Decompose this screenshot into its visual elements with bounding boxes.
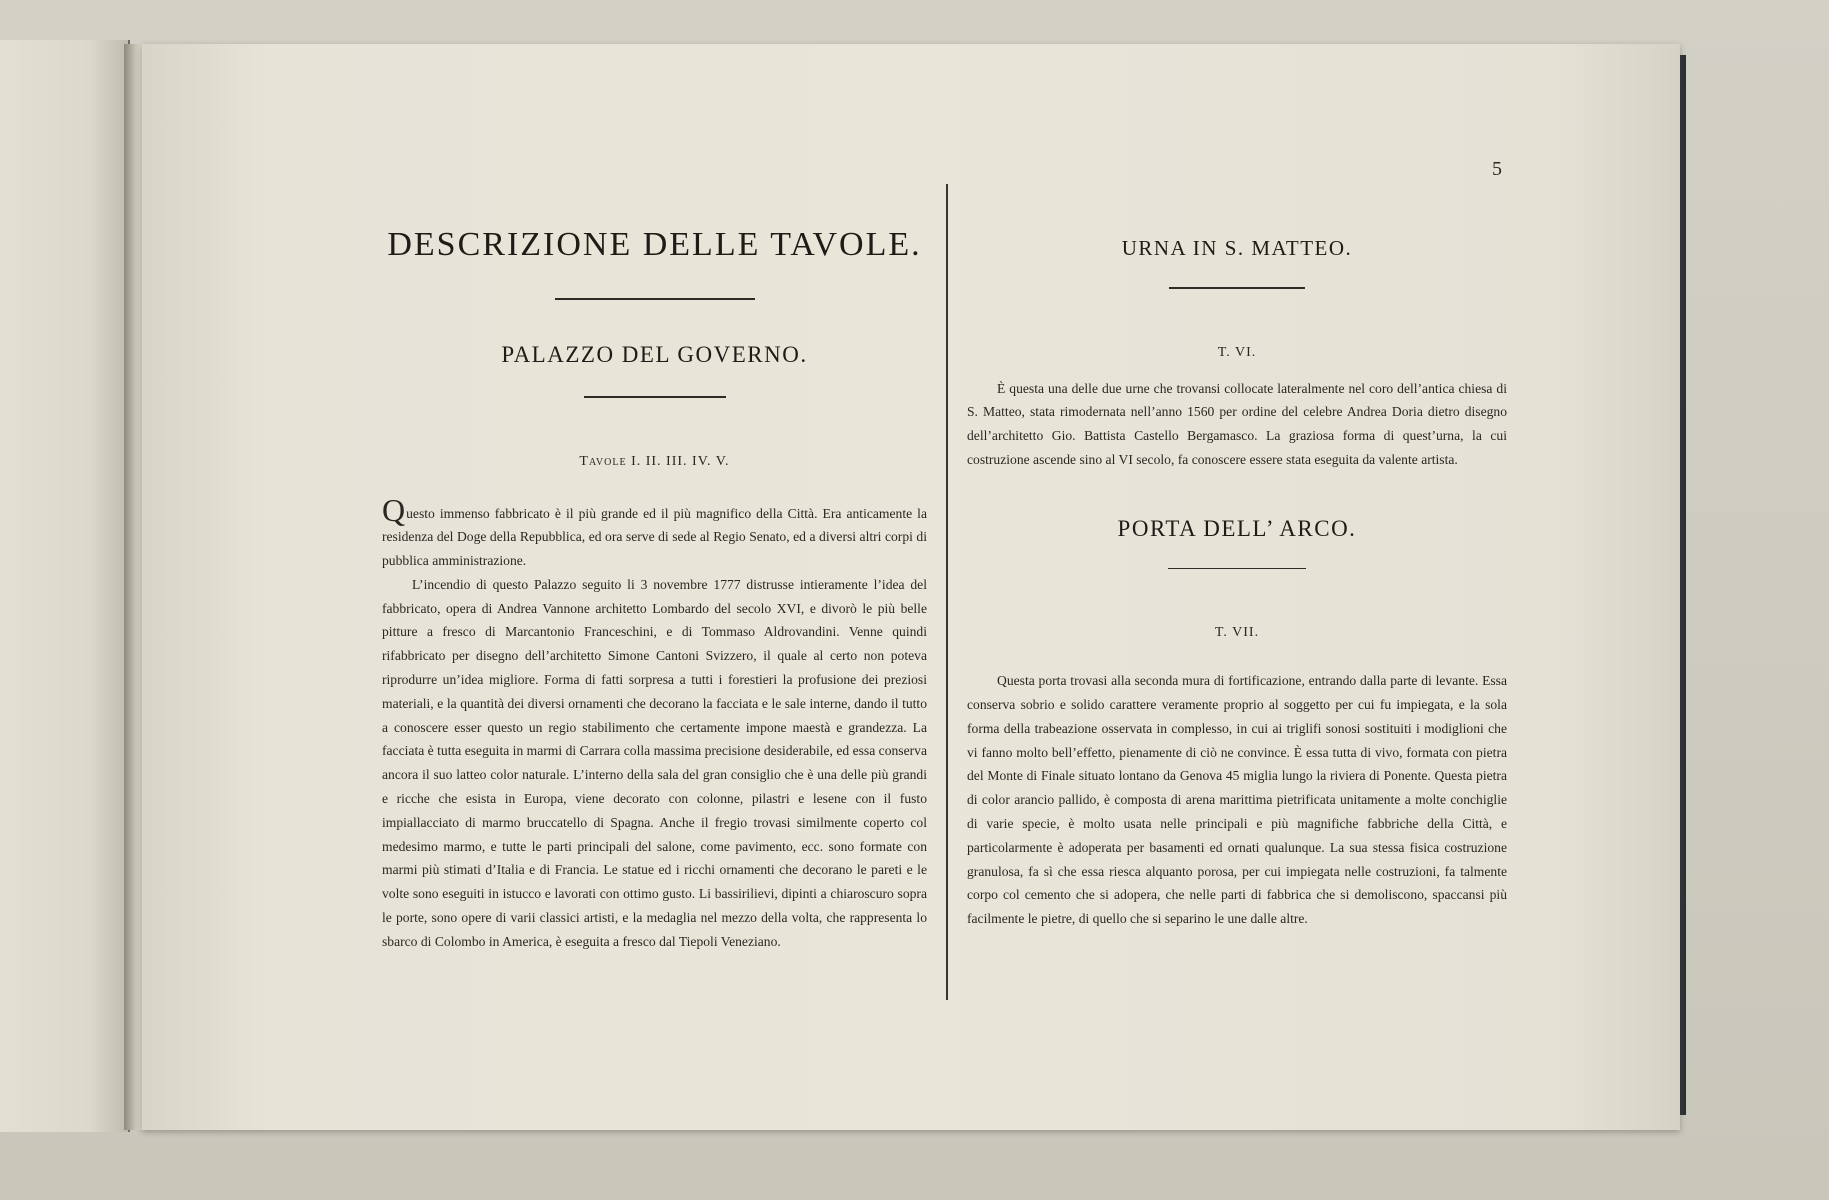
title-rule (555, 298, 755, 300)
section-rule-urna (1169, 287, 1305, 289)
section-rule-porta (1168, 568, 1306, 570)
paragraph-palazzo-1 (382, 491, 927, 573)
paragraph-porta: Questa porta trovasi alla seconda mura di fortificazione, entrando dalla parte di levante. Essa conserva sobrio e solido carattere veramente proprio al soggetto per cui fu impiegata, e la sola forma della trabeazione osservata in complesso, in cui ai triglifi sonosi sostituiti i modiglioni che vi fanno molto bell’effetto, pienamente di ciò ne convince. È essa tutta di vivo, formata con pietra del Monte di Finale situato lontano da Genova 45 miglia lungo la riviera di Ponente. Questa pietra di color arancio pallido, è composta di arena marittima pietrificata unitamente a molte conchiglie di varie specie, è molto usata nelle principali e più magnifiche fabbriche della Città, e particolarmente è adoperata per basamenti ed ornati qualunque. La sua stessa fisica costruzione granulosa, fa sì che essa riesca alquanto porosa, per cui impiegata nelle costruzioni, fa talmente corpo col cemento che si adopera, che nelle parti di fabbrica che si demoliscono, spaccansi più facilmente le pietre, di quello che si separino le une dalle altre. (967, 673, 1507, 927)
plates-heading-text: Tavole I. II. III. IV. V. (579, 453, 730, 469)
drop-cap: Q (382, 491, 406, 528)
page-number: 5 (1492, 158, 1502, 180)
book-gutter (124, 44, 144, 1130)
paragraph-urna: È questa una delle due urne che trovansi collocate lateralmente nel coro dell’antica chiesa di S. Matteo, stata rimodernata nell’anno 1560 per ordine del celebre Andrea Doria dietro disegno dell’architetto Gio. Battista Castello Bergamasco. La graziosa forma di quest’urna, la cui costruzione ascende sino al VI secolo, fa conoscere essere stata eseguita da valente artista. (967, 380, 1507, 467)
section-title-porta: PORTA DELL’ ARCO. (1117, 515, 1357, 541)
paragraph-palazzo-1-text: uesto immenso fabbricato è il più grande ed il più magnifico della Città. Era anticamente la residenza del Doge della Repubblica, ed ora serve di sede al Regio Senato, ed a diversi altri corpi di pubblica amministrazione. (382, 505, 927, 569)
right-column (967, 184, 1507, 931)
section-rule-palazzo (584, 396, 726, 398)
page-title: DESCRIZIONE DELLE TAVOLE. (387, 226, 922, 263)
book-page (142, 44, 1680, 1130)
section-title-urna: URNA IN S. MATTEO. (1121, 236, 1353, 260)
left-column (382, 184, 927, 954)
plate-heading-vii: T. VII. (1214, 625, 1260, 641)
plate-heading-vi: T. VI. (1217, 344, 1257, 360)
left-page-leaf (0, 40, 130, 1132)
paragraph-palazzo-2: L’incendio di questo Palazzo seguito li 3 novembre 1777 distrusse intieramente l’idea del fabbricato, opera di Andrea Vannone architetto Lombardo del secolo XVI, e divorò le più belle pitture a fresco di Marcantonio Franceschini, e di Tommaso Aldrovandini. Venne quindi rifabbricato per disegno dell’architetto Simone Cantoni Svizzero, il quale al certo non poteva riprodurre un’idea migliore. Forma di fatti sorpresa a tutti i forestieri la profusione dei preziosi materiali, e la quantità dei diversi ornamenti che decorano la facciata e le sale interne, dando il tutto a conoscere esser questo un regio stabilimento che certamente impone maestà e grandezza. La facciata è tutta eseguita in marmi di Carrara colla massima precisione desiderabile, ed essa conserva ancora il suo latteo color naturale. L’interno della sala del gran consiglio che è una delle più grandi e ricche che esista in Europa, viene decorato con colonne, pilastri e lesene con il fusto impiallacciato di marmo bruccatello di Spagna. Anche il fregio trovasi similmente coperto col medesimo marmo, e tutte le parti principali del salone, come pavimento, ecc. sono formate con marmi più stimati d’Italia e di Francia. Le statue ed i ricchi ornamenti che decorano le pareti e le volte sono eseguiti in istucco e lavorati con ottimo gusto. Li bassirilievi, dipinti a chiaroscuro sopra le porte, sono opere di varii classici artisti, e la medaglia nel mezzo della volta, che rappresenta lo sbarco di Colombo in America, è eseguita a fresco dal Tiepoli Veneziano. (382, 576, 927, 949)
plates-heading (382, 454, 927, 470)
section-title-palazzo: PALAZZO DEL GOVERNO. (501, 342, 808, 367)
column-divider (946, 184, 948, 1000)
